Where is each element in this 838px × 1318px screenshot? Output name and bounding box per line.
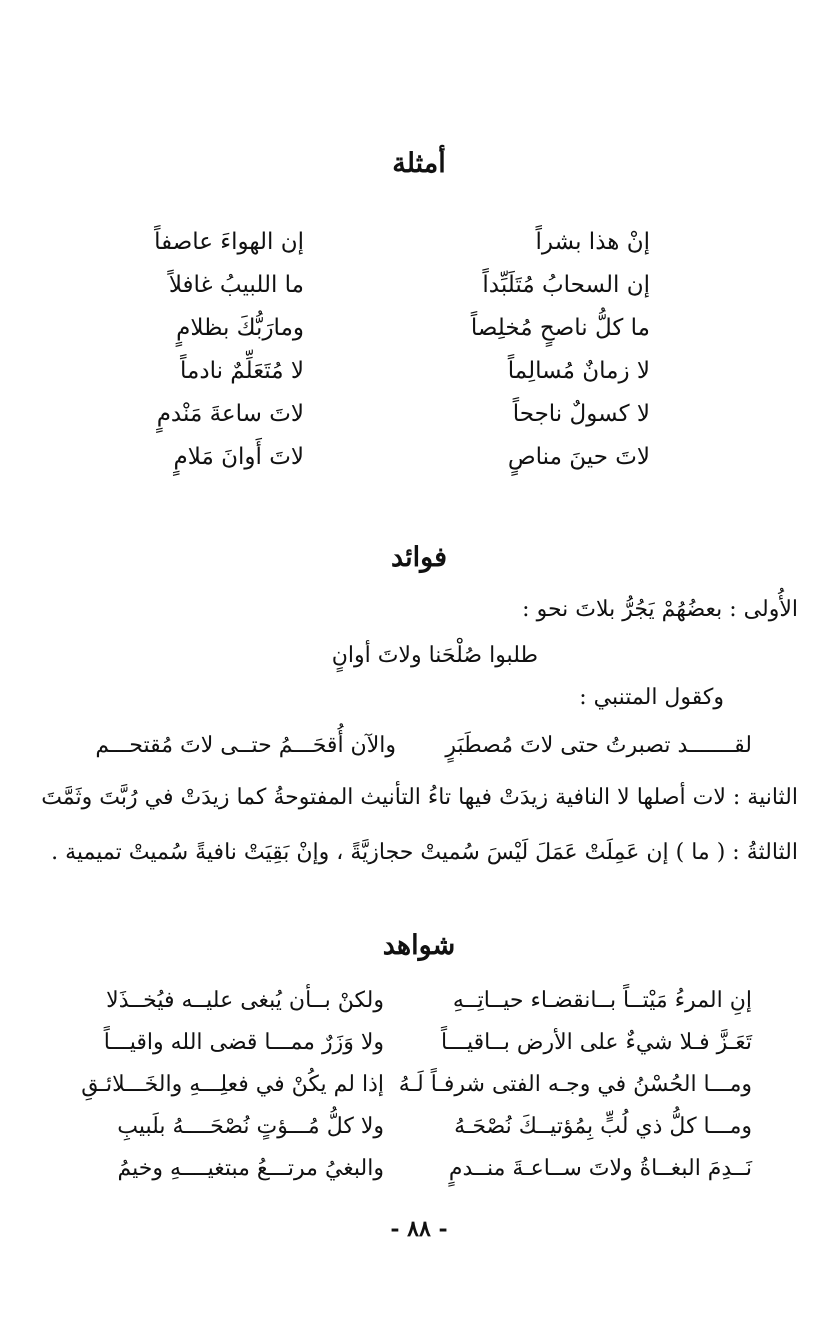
example-left-1: إن الهواءَ عاصفاً — [154, 229, 304, 255]
verse-2-second-half: ولا وَزَرٌ ممـــا قضى الله واقيـــاً — [103, 1030, 384, 1055]
example-right-1: إنْ هذا بشراً — [535, 229, 650, 255]
verse-5-first-half: نَــدِمَ البغــاةُ ولاتَ ســاعـةَ منــدمٍ — [448, 1156, 752, 1181]
example-right-4: لا زمانٌ مُسالِماً — [507, 358, 650, 384]
verse-3-second-half: إذا لم يكُنْ في فعلِـــهِ والخَـــلائـقِ — [81, 1072, 384, 1097]
verse-2-first-half: تَعَـزَّ فـلا شيءٌ على الأرض بــاقيـــاً — [440, 1030, 752, 1055]
benefit-second: الثانية : لات أصلها لا النافية زيدَتْ فيها تاءُ التأنيث المفتوحةُ كما زيدَتْ في رُبَّتَ وثَمَّتَ — [41, 785, 798, 810]
benefit-third: الثالثةُ : ( ما ) إن عَمِلَتْ عَمَلَ لَيْسَ سُميتْ حجازيَّةً ، وإنْ بَقِيَتْ نافيةً سُميتْ تميمية . — [51, 840, 798, 865]
example-left-3: ومارَبُّكَ بظلامٍ — [176, 315, 304, 341]
mutanabbi-verse-first-half: لقـــــــد تصبرتُ حتى لاتَ مُصطَبَرٍ — [445, 733, 752, 758]
verse-1-second-half: ولكنْ بــأن يُبغى عليــه فيُخــذَلا — [106, 988, 384, 1013]
example-right-6: لاتَ حينَ مناصٍ — [507, 444, 650, 470]
example-right-5: لا كسولٌ ناجحاً — [512, 401, 650, 427]
example-right-2: إن السحابُ مُتَلَبِّداً — [482, 272, 650, 298]
evidence-heading: شواهد — [382, 930, 456, 961]
example-left-4: لا مُتَعَلِّمٌ نادماً — [180, 358, 304, 384]
example-right-3: ما كلُّ ناصحٍ مُخلِصاً — [470, 315, 650, 341]
mutanabbi-intro: وكقول المتنبي : — [579, 685, 724, 710]
example-left-5: لاتَ ساعةَ مَنْدمٍ — [156, 401, 304, 427]
mutanabbi-verse-second-half: والآن أُقحَـــمُ حتــى لاتَ مُقتحـــم — [95, 733, 396, 758]
benefit-first-example: طلبوا صُلْحَنا ولاتَ أوانٍ — [331, 643, 538, 668]
verse-5-second-half: والبغيُ مرتـــعُ مبتغيــــهِ وخيمُ — [117, 1156, 384, 1181]
benefits-heading: فوائد — [390, 542, 448, 573]
verse-1-first-half: إنِ المرءُ مَيْتــاً بــانقضـاء حيــاتِــهِ — [452, 988, 752, 1013]
verse-4-first-half: ومـــا كلُّ ذي لُبٍّ بِمُؤتيــكَ نُصْحَـهُ — [454, 1114, 752, 1139]
example-left-6: لاتَ أَوانَ مَلامٍ — [173, 444, 304, 470]
example-left-2: ما اللبيبُ غافلاً — [168, 272, 304, 298]
page-number: - ٨٨ - — [390, 1216, 448, 1242]
verse-3-first-half: ومـــا الحُسْنُ في وجـه الفتى شرفـاً لَـهُ — [398, 1072, 752, 1097]
examples-heading: أمثلة — [392, 148, 446, 179]
verse-4-second-half: ولا كلُّ مُـــؤتٍ نُصْحَــــهُ بلَبيبِ — [117, 1114, 384, 1139]
benefit-first: الأُولى : بعضُهُمْ يَجُرُّ بلاتَ نحو : — [522, 597, 798, 622]
